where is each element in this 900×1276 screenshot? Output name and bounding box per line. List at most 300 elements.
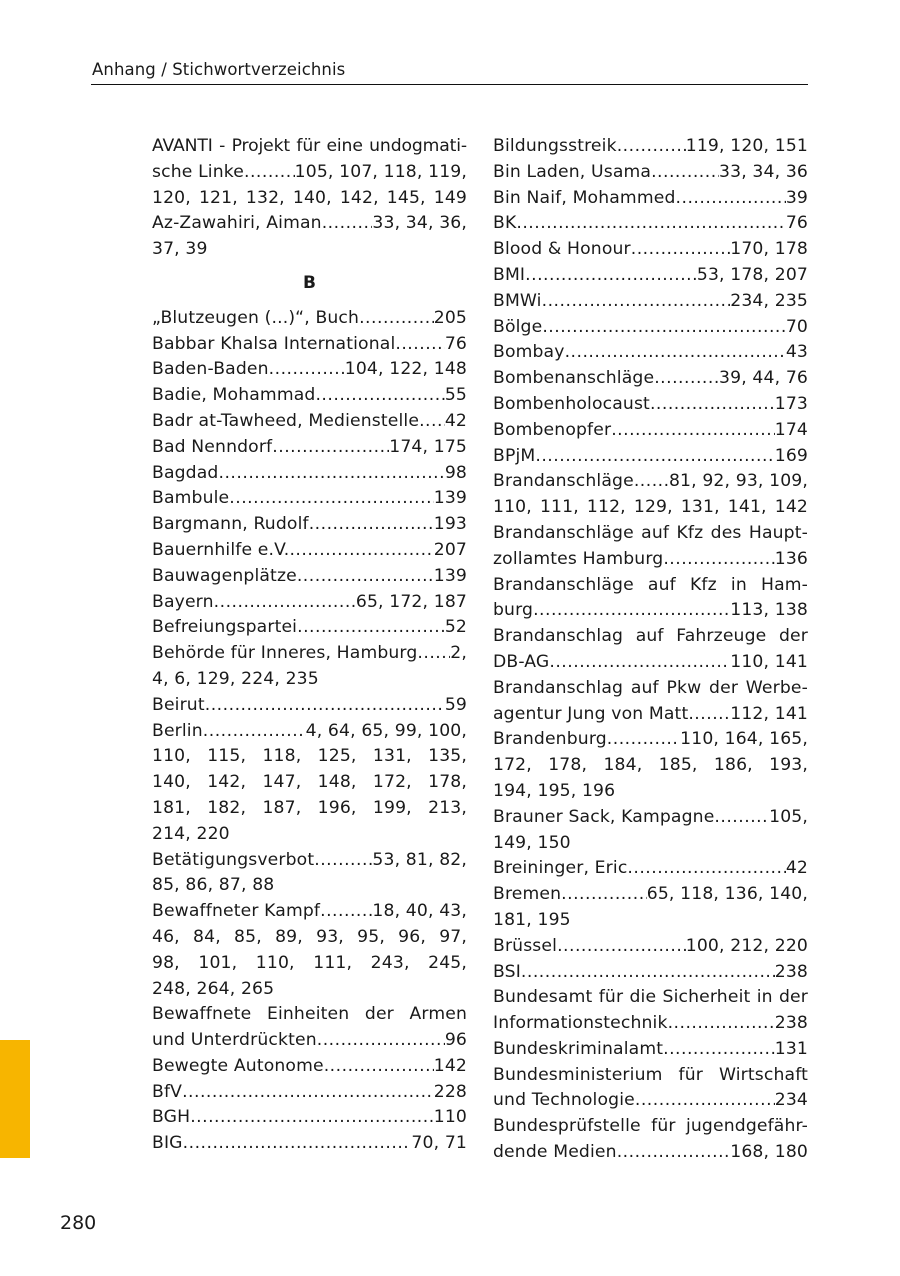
dot-leader (214, 590, 356, 616)
index-line-with-leader (493, 237, 808, 263)
index-entry (152, 332, 467, 358)
index-entry (493, 340, 808, 366)
page-references: 70 (785, 316, 808, 337)
index-entry (152, 486, 467, 512)
dot-leader (635, 1088, 775, 1114)
index-term: Bombenanschläge (493, 368, 655, 389)
index-line: Bewaffnete Einheiten der Armen (152, 1004, 467, 1025)
index-line: 248, 264, 265 (152, 978, 275, 999)
header-rule (91, 84, 808, 85)
index-entry (493, 1063, 808, 1115)
dot-leader (611, 418, 775, 444)
index-line-with-leader (493, 547, 808, 573)
index-entry (152, 134, 467, 211)
dot-leader (297, 564, 434, 590)
index-line-with-leader (493, 1140, 808, 1166)
page-references: 174, 175 (389, 436, 467, 457)
dot-leader (324, 1054, 434, 1080)
index-line-with-leader (152, 461, 467, 487)
index-term: Badie, Mohammad (152, 385, 316, 406)
index-term: Bin Naif, Mohammed (493, 187, 676, 208)
index-entry (152, 1080, 467, 1106)
index-term: zollamtes Hamburg (493, 548, 664, 569)
index-entry (152, 461, 467, 487)
index-line-with-leader (152, 1054, 467, 1080)
index-line-with-leader (152, 615, 467, 641)
index-line-with-leader (152, 357, 467, 383)
page-references: 205 (433, 307, 467, 328)
index-line-with-leader (493, 160, 808, 186)
index-entry (493, 624, 808, 676)
dot-leader (676, 186, 786, 212)
index-entry (493, 676, 808, 728)
page-references: 53, 178, 207 (696, 264, 808, 285)
index-entry (152, 1131, 467, 1157)
page-references: 2, (450, 643, 467, 664)
index-column-left (152, 134, 467, 1157)
index-line-with-leader (493, 418, 808, 444)
index-line: 120, 121, 132, 140, 142, 145, 149 (152, 187, 467, 208)
dot-leader (317, 1028, 445, 1054)
index-entry (493, 444, 808, 470)
index-term: Bagdad (152, 462, 219, 483)
index-line-with-leader (152, 211, 467, 237)
index-line-with-leader (152, 590, 467, 616)
index-line-with-leader (152, 719, 467, 745)
page-references: 55 (444, 385, 467, 406)
dot-leader (395, 332, 444, 358)
dot-leader (183, 1131, 412, 1157)
index-term: Bombay (493, 342, 565, 363)
index-term: „Blutzeugen (...)“, Buch (152, 307, 360, 328)
index-term: Bewaffneter Kampf (152, 901, 321, 922)
index-term: Breininger, Eric (493, 858, 628, 879)
index-entry (152, 512, 467, 538)
page-references: 70, 71 (411, 1133, 467, 1154)
index-line-with-leader (493, 211, 808, 237)
dot-leader (651, 160, 719, 186)
page-references: 139 (433, 565, 467, 586)
index-term: BfV (152, 1081, 183, 1102)
index-line-with-leader (493, 702, 808, 728)
index-line-with-leader (493, 392, 808, 418)
page-references: 76 (444, 333, 467, 354)
index-line: AVANTI - Projekt für eine undogmati- (152, 136, 467, 156)
index-entry (493, 392, 808, 418)
index-line: 172, 178, 184, 185, 186, 193, (493, 755, 808, 776)
index-term: Bremen (493, 884, 562, 905)
index-term: agentur Jung von Matt (493, 703, 689, 724)
dot-leader (203, 719, 306, 745)
page-references: 238 (774, 961, 808, 982)
index-entry (493, 934, 808, 960)
index-line-with-leader (152, 435, 467, 461)
index-term: Bambule (152, 488, 230, 509)
dot-leader (542, 315, 786, 341)
index-term: BMI (493, 264, 526, 285)
index-term: Bewegte Autonome (152, 1055, 324, 1076)
page-number: 280 (60, 1212, 97, 1234)
dot-leader (521, 960, 775, 986)
dot-leader (542, 289, 731, 315)
dot-leader (535, 444, 774, 470)
index-line-with-leader (152, 1131, 467, 1157)
page-references: 234, 235 (730, 290, 808, 311)
index-line-with-leader (152, 848, 467, 874)
index-line-with-leader (152, 564, 467, 590)
page-references: 110 (433, 1107, 467, 1128)
index-term: Bargmann, Rudolf (152, 514, 309, 535)
index-line: Brandanschlag auf Fahrzeuge der (493, 626, 808, 647)
page-references: 43 (785, 342, 808, 363)
index-line-with-leader (152, 538, 467, 564)
index-entry (493, 315, 808, 341)
running-head: Anhang / Stichwortverzeichnis (92, 60, 346, 79)
index-term: Behörde für Inneres, Hamburg (152, 643, 418, 664)
dot-leader (533, 598, 730, 624)
index-line-with-leader (152, 1080, 467, 1106)
dot-leader (419, 409, 445, 435)
index-line: Bundesministerium für Wirtschaft (493, 1064, 808, 1085)
page-references: 39 (785, 187, 808, 208)
index-term: dende Medien (493, 1142, 617, 1163)
index-entry (152, 211, 467, 263)
dot-leader (654, 366, 719, 392)
index-term: Beirut (152, 694, 205, 715)
index-term: Brandenburg (493, 729, 607, 750)
index-line: 110, 111, 112, 129, 131, 141, 142 (493, 497, 808, 518)
index-term: Bin Laden, Usama (493, 161, 652, 182)
index-entry (493, 1114, 808, 1166)
page-references: 81, 92, 93, 109, (668, 471, 808, 492)
page-references: 238 (774, 1013, 808, 1034)
index-line-with-leader (493, 263, 808, 289)
page-references: 234 (774, 1090, 808, 1111)
index-line: Brandanschläge auf Kfz des Haupt- (493, 522, 808, 543)
page-references: 39, 44, 76 (719, 368, 808, 389)
index-line-with-leader (152, 160, 467, 186)
page-references: 110, 141 (730, 651, 808, 672)
index-term: Betätigungsverbot (152, 849, 315, 870)
index-column-right (493, 134, 808, 1166)
index-entries-b (152, 306, 467, 1157)
index-entry (493, 211, 808, 237)
page-references: 174 (774, 419, 808, 440)
index-term: Bad Nenndorf (152, 436, 273, 457)
index-entry (152, 590, 467, 616)
index-line-with-leader (493, 444, 808, 470)
dot-leader (289, 538, 433, 564)
index-line-with-leader (493, 289, 808, 315)
index-term: BIG (152, 1133, 183, 1154)
index-line-with-leader (152, 306, 467, 332)
index-line-with-leader (152, 486, 467, 512)
index-line-with-leader (493, 1088, 808, 1114)
index-term: Bauernhilfe e.V. (152, 539, 290, 560)
index-term: und Unterdrückten (152, 1030, 317, 1051)
dot-leader (219, 461, 445, 487)
index-line: 46, 84, 85, 89, 93, 95, 96, 97, (152, 926, 467, 947)
index-line-with-leader (152, 512, 467, 538)
index-entry (152, 848, 467, 900)
index-entry (152, 1105, 467, 1131)
index-line-with-leader (493, 134, 808, 160)
index-line-with-leader (493, 727, 808, 753)
index-entry (152, 383, 467, 409)
index-line: Bundesprüfstelle für jugendgefähr- (493, 1116, 808, 1137)
index-line-with-leader (493, 315, 808, 341)
dot-leader (663, 1037, 775, 1063)
page-references: 113, 138 (730, 600, 808, 621)
index-line-with-leader (493, 598, 808, 624)
index-entry (493, 289, 808, 315)
page-references: 193 (433, 514, 467, 535)
dot-leader (634, 469, 669, 495)
index-line: 181, 182, 187, 196, 199, 213, (152, 797, 467, 818)
index-term: Bombenholocaust (493, 393, 650, 414)
page-references: 110, 164, 165, (680, 729, 808, 750)
index-line-with-leader (493, 186, 808, 212)
index-term: Bayern (152, 591, 214, 612)
page-references: 96 (444, 1030, 467, 1051)
index-line: 110, 115, 118, 125, 131, 135, (152, 746, 467, 767)
dot-leader (309, 512, 434, 538)
dot-leader (688, 702, 730, 728)
index-entry (493, 960, 808, 986)
index-term: Bildungsstreik (493, 136, 617, 156)
index-entries-a (152, 134, 467, 263)
index-entry (493, 186, 808, 212)
index-line-with-leader (493, 856, 808, 882)
dot-leader (417, 641, 450, 667)
index-entry (152, 641, 467, 693)
page-references: 142 (433, 1055, 467, 1076)
index-entry (152, 357, 467, 383)
page-references: 52 (444, 617, 467, 638)
dot-leader (272, 435, 389, 461)
dot-leader (617, 134, 686, 160)
index-line: 194, 195, 196 (493, 780, 616, 801)
dot-leader (565, 340, 786, 366)
index-term: Bauwagenplätze (152, 565, 297, 586)
page-references: 59 (444, 694, 467, 715)
index-entry (493, 366, 808, 392)
index-entry (152, 1054, 467, 1080)
page-references: 18, 40, 43, (372, 901, 467, 922)
index-line-with-leader (152, 1105, 467, 1131)
index-term: Bundeskriminalamt (493, 1038, 664, 1059)
index-term: Babbar Khalsa International (152, 333, 396, 354)
dot-leader (561, 882, 647, 908)
index-term: BK (493, 213, 517, 234)
page-references: 105, 107, 118, 119, (294, 161, 467, 182)
dot-leader (714, 805, 769, 831)
index-line-with-leader (152, 383, 467, 409)
index-line: Brandanschlag auf Pkw der Werbe- (493, 677, 808, 698)
page-references: 98 (444, 462, 467, 483)
index-line: Brandanschläge auf Kfz in Ham- (493, 574, 808, 595)
index-entry (152, 409, 467, 435)
dot-leader (516, 211, 785, 237)
index-line-with-leader (152, 409, 467, 435)
index-entry (493, 1037, 808, 1063)
index-term: Blood & Honour (493, 239, 631, 260)
index-line-with-leader (152, 332, 467, 358)
index-term: Brüssel (493, 935, 558, 956)
index-line-with-leader (152, 899, 467, 925)
index-term: DB-AG (493, 651, 550, 672)
index-line-with-leader (493, 960, 808, 986)
index-line-with-leader (493, 934, 808, 960)
page-references: 169 (774, 445, 808, 466)
index-entry (493, 521, 808, 573)
index-term: Bölge (493, 316, 543, 337)
index-line: Bundesamt für die Sicherheit in der (493, 987, 808, 1008)
index-entry (152, 538, 467, 564)
index-entry (152, 306, 467, 332)
chapter-tab-marker (0, 1040, 30, 1158)
index-term: Informationstechnik (493, 1013, 668, 1034)
index-line: 214, 220 (152, 823, 230, 844)
page-references: 173 (774, 393, 808, 414)
index-term: BSI (493, 961, 521, 982)
page-references: 112, 141 (730, 703, 808, 724)
index-term: Befreiungspartei (152, 617, 298, 638)
page-references: 65, 118, 136, 140, (646, 884, 808, 905)
index-entry (493, 985, 808, 1037)
page-references: 207 (433, 539, 467, 560)
dot-leader (190, 1105, 434, 1131)
index-term: Az-Zawahiri, Aiman (152, 213, 322, 234)
dot-leader (182, 1080, 434, 1106)
page-references: 139 (433, 488, 467, 509)
index-term: BGH (152, 1107, 191, 1128)
page-references: 42 (785, 858, 808, 879)
dot-leader (314, 848, 372, 874)
page-references: 168, 180 (730, 1142, 808, 1163)
page-references: 119, 120, 151 (685, 136, 808, 156)
dot-leader (229, 486, 433, 512)
index-line-with-leader (493, 650, 808, 676)
dot-leader (359, 306, 434, 332)
index-entry (152, 899, 467, 1002)
dot-leader (650, 392, 775, 418)
index-term: Brauner Sack, Kampagne (493, 806, 715, 827)
index-entry (493, 805, 808, 857)
dot-leader (205, 693, 445, 719)
dot-leader (627, 856, 785, 882)
dot-leader (631, 237, 731, 263)
page-references: 105, (769, 806, 808, 827)
dot-leader (320, 899, 372, 925)
index-line-with-leader (493, 340, 808, 366)
index-line-with-leader (152, 1028, 467, 1054)
page-references: 65, 172, 187 (355, 591, 467, 612)
index-term: Brandanschläge (493, 471, 634, 492)
page-references: 170, 178 (730, 239, 808, 260)
dot-leader (617, 1140, 731, 1166)
dot-leader (269, 357, 345, 383)
index-term: Berlin (152, 720, 203, 741)
dot-leader (315, 383, 444, 409)
dot-leader (525, 263, 697, 289)
index-term: BMWi (493, 290, 542, 311)
index-line-with-leader (493, 366, 808, 392)
dot-leader (297, 615, 445, 641)
dot-leader (668, 1011, 775, 1037)
page-references: 42 (444, 410, 467, 431)
index-line-with-leader (493, 469, 808, 495)
index-line-with-leader (152, 641, 467, 667)
index-term: Badr at-Tawheed, Medienstelle (152, 410, 420, 431)
page-references: 76 (785, 213, 808, 234)
index-line: 4, 6, 129, 224, 235 (152, 668, 319, 689)
index-line: 149, 150 (493, 832, 571, 853)
page-references: 4, 64, 65, 99, 100, (305, 720, 467, 741)
index-line-with-leader (152, 693, 467, 719)
page-references: 33, 34, 36 (719, 161, 808, 182)
page-references: 131 (774, 1038, 808, 1059)
index-entry (152, 693, 467, 719)
index-entry (493, 856, 808, 882)
index-term: burg (493, 600, 534, 621)
index-entry (493, 727, 808, 804)
index-entry (493, 882, 808, 934)
index-line-with-leader (493, 805, 808, 831)
page-references: 136 (774, 548, 808, 569)
index-term: und Technologie (493, 1090, 635, 1111)
index-line: 98, 101, 110, 111, 243, 245, (152, 952, 467, 973)
page-references: 33, 34, 36, (372, 213, 467, 234)
index-line: 37, 39 (152, 239, 208, 260)
index-entry (493, 418, 808, 444)
index-entry (493, 469, 808, 521)
index-entry (493, 263, 808, 289)
index-line-with-leader (493, 1011, 808, 1037)
index-entry (493, 237, 808, 263)
dot-leader (663, 547, 774, 573)
dot-leader (322, 211, 373, 237)
dot-leader (549, 650, 730, 676)
index-entry (493, 573, 808, 625)
index-term: BPjM (493, 445, 536, 466)
index-entry (152, 1002, 467, 1054)
index-entry (152, 435, 467, 461)
page-references: 100, 212, 220 (685, 935, 808, 956)
page-references: 104, 122, 148 (344, 359, 467, 380)
index-term: Baden-Baden (152, 359, 269, 380)
index-term: sche Linke (152, 161, 244, 182)
index-line-with-leader (493, 1037, 808, 1063)
index-line-with-leader (493, 882, 808, 908)
index-line: 85, 86, 87, 88 (152, 875, 275, 896)
index-entry (493, 134, 808, 160)
dot-leader (607, 727, 680, 753)
index-entry (152, 564, 467, 590)
index-entry (152, 719, 467, 848)
page-references: 228 (433, 1081, 467, 1102)
page-references: 53, 81, 82, (372, 849, 467, 870)
index-entry (152, 615, 467, 641)
index-line: 181, 195 (493, 909, 571, 930)
index-line: 140, 142, 147, 148, 172, 178, (152, 772, 467, 793)
dot-leader (557, 934, 686, 960)
index-entries-right (493, 134, 808, 1166)
index-term: Bombenopfer (493, 419, 612, 440)
section-letter: B (303, 272, 316, 293)
dot-leader (244, 160, 295, 186)
index-entry (493, 160, 808, 186)
